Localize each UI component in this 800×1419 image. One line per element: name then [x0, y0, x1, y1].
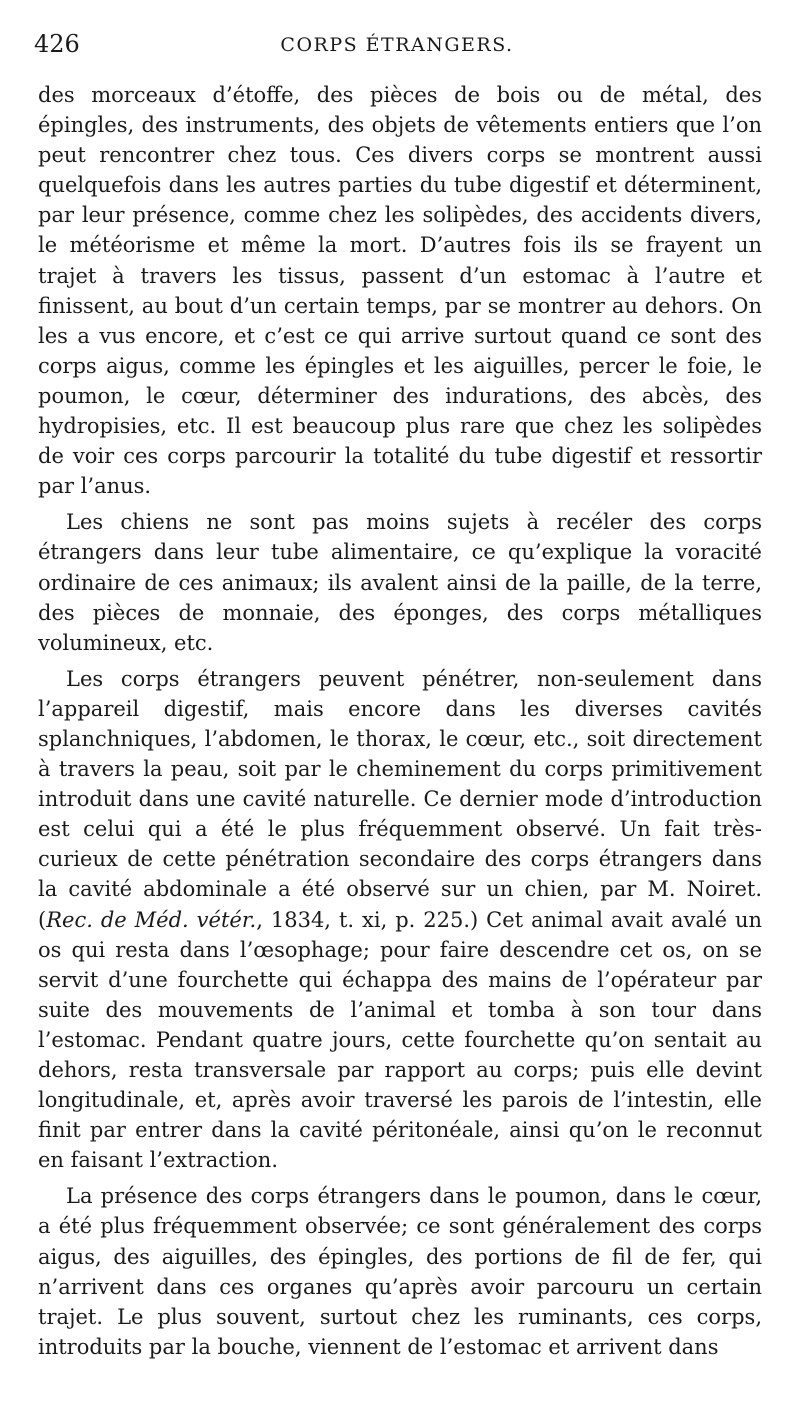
body-text — [38, 80, 762, 1362]
paragraph-3-text-cont: , 1834, t. xi, p. 225.) Cet animal avait avalé un os qui resta dans l’œsophage; pour faire descendre cet os, on se servit d’une fourchette qui échappa des mains de l’opérateur par suite des mouvements de l’animal et tomba à son tour dans l’estomac. Pendant quatre jours, cette fourchette qu’on sentait au dehors, resta transversale par rapport au corps; puis elle devint longitudinale, et, après avoir traversé les parois de l’intestin, elle finit par entrer dans la cavité péritonéale, ainsi qu’on le reconnut en faisant l’extraction. — [38, 907, 763, 1173]
citation-title: Rec. de Méd. vétér. — [46, 907, 257, 932]
paragraph-4: La présence des corps étrangers dans le poumon, dans le cœur, a été plus fréquemment observée; ce sont généralement des corps aigus, des aiguilles, des épingles, des portions de fil de fer, qui n’arrivent dans ces organes qu’après avoir parcouru un certain trajet. Le plus souvent, surtout chez les ruminants, ces corps, introduits par la bouche, viennent de l’estomac et arrivent dans — [38, 1184, 762, 1359]
running-title: CORPS ÉTRANGERS. — [280, 34, 514, 56]
paragraph-3-text: Les corps étrangers peuvent pénétrer, non-seulement dans l’appareil digestif, mais encore dans les diverses cavités splanchniques, l’abdomen, le thorax, le cœur, etc., soit directement à travers la peau, soit par le cheminement du corps primitivement introduit dans une cavité naturelle. Ce dernier mode d’introduction est celui qui a été le plus fréquemment observé. Un fait très-curieux de cette pénétration secondaire des corps étrangers dans la cavité abdominale a été observé sur un chien, par M. Noiret. ( — [38, 666, 762, 932]
paragraph-2: Les chiens ne sont pas moins sujets à recéler des corps étrangers dans leur tube alimentaire, ce qu’explique la voracité ordinaire de ces animaux; ils avalent ainsi de la paille, de la terre, des pièces de monnaie, des éponges, des corps métalliques volumineux, etc. — [38, 510, 762, 655]
paragraph-3 — [38, 664, 762, 1176]
page-header — [34, 30, 760, 66]
page-number: 426 — [34, 30, 80, 58]
paragraph-1: des morceaux d’étoffe, des pièces de bois ou de métal, des épingles, des instruments, des objets de vêtements entiers que l’on peut rencontrer chez tous. Ces divers corps se montrent aussi quelquefois dans les autres parties du tube digestif et déterminent, par leur présence, comme chez les solipèdes, des accidents divers, le météorisme et même la mort. D’autres fois ils se frayent un trajet à travers les tissus, passent d’un estomac à l’autre et finissent, au bout d’un certain temps, par se montrer au dehors. On les a vus encore, et c’est ce qui arrive surtout quand ce sont des corps aigus, comme les épingles et les aiguilles, percer le foie, le poumon, le cœur, déterminer des indurations, des abcès, des hydropisies, etc. Il est beaucoup plus rare que chez les solipèdes de voir ces corps parcourir la totalité du tube digestif et ressortir par l’anus. — [38, 83, 762, 499]
